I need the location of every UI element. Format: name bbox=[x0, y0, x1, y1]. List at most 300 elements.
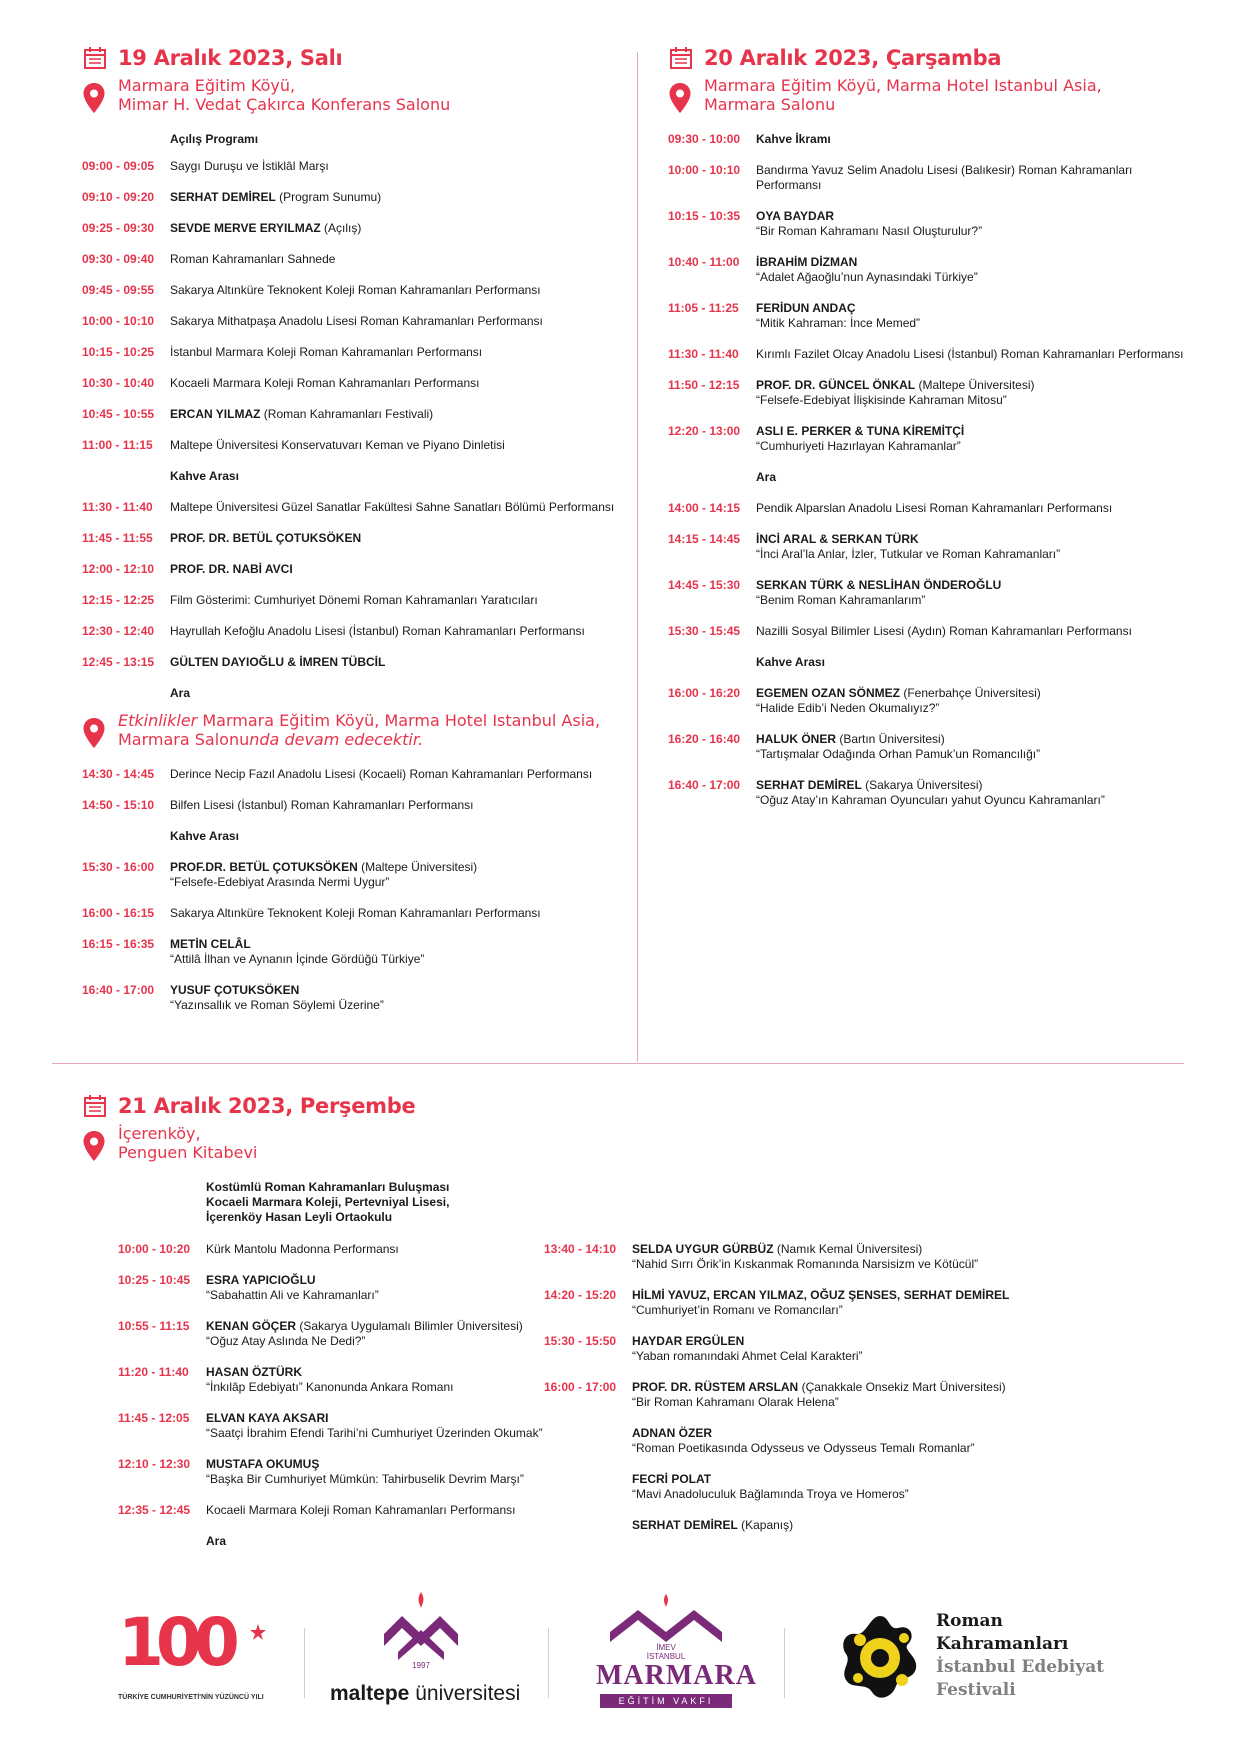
schedule-talk-title: “Nahid Sırrı Örik’in Kıskanmak Romanında Narsisizm ve Kötücül” bbox=[632, 1257, 979, 1271]
schedule-row bbox=[82, 376, 622, 391]
schedule-detail: (Bartın Üniversitesi) bbox=[836, 732, 945, 746]
schedule-row bbox=[544, 1472, 1104, 1502]
schedule-row bbox=[668, 578, 1188, 608]
day2-header bbox=[668, 44, 1188, 72]
schedule-talk-title: “Adalet Ağaoğlu’nun Aynasındaki Türkiye” bbox=[756, 270, 978, 284]
location2-italic1: Etkinlikler bbox=[118, 711, 203, 730]
schedule-speaker: SERHAT DEMİREL bbox=[632, 1518, 738, 1532]
day2-column bbox=[668, 44, 1188, 824]
schedule-time bbox=[544, 1426, 632, 1456]
schedule-row bbox=[118, 1273, 548, 1303]
marmara-wordmark: MARMARA bbox=[596, 1660, 757, 1691]
schedule-row bbox=[668, 624, 1188, 639]
schedule-content bbox=[170, 983, 622, 1013]
schedule-row bbox=[82, 562, 622, 577]
schedule-speaker: Ara bbox=[756, 470, 777, 484]
schedule-time: 14:20 - 15:20 bbox=[544, 1288, 617, 1302]
schedule-row bbox=[668, 686, 1188, 716]
schedule-time: 12:00 - 12:10 bbox=[82, 562, 155, 576]
calendar-icon bbox=[668, 46, 694, 70]
schedule-time bbox=[118, 1534, 206, 1549]
schedule-speaker: SERHAT DEMİREL bbox=[170, 190, 276, 204]
schedule-detail: Maltepe Üniversitesi Güzel Sanatlar Fakültesi Sahne Sanatları Bölümü Performansı bbox=[170, 500, 615, 514]
schedule-content bbox=[170, 283, 622, 298]
schedule-speaker: FECRİ POLAT bbox=[632, 1472, 712, 1486]
day3-schedule-right bbox=[544, 1242, 1104, 1533]
schedule-detail: Kocaeli Marmara Koleji Roman Kahramanları Performansı bbox=[170, 376, 480, 390]
schedule-speaker: SERHAT DEMİREL bbox=[756, 778, 862, 792]
festival-splash-icon bbox=[832, 1610, 928, 1706]
schedule-row bbox=[668, 347, 1188, 362]
schedule-row bbox=[82, 798, 622, 813]
schedule-row bbox=[668, 255, 1188, 285]
schedule-time: 09:10 - 09:20 bbox=[82, 190, 155, 204]
day1-schedule-afternoon bbox=[82, 767, 622, 1013]
schedule-detail: (Namık Kemal Üniversitesi) bbox=[773, 1242, 923, 1256]
schedule-row bbox=[82, 345, 622, 360]
schedule-content bbox=[170, 345, 622, 360]
schedule-time bbox=[82, 686, 170, 701]
day3-header-block bbox=[82, 1092, 682, 1225]
festival-line4: Festivali bbox=[936, 1680, 1016, 1700]
day3-intro-2: Kocaeli Marmara Koleji, Pertevniyal Lisesi, bbox=[206, 1195, 450, 1209]
opening-program-label: Açılış Programı bbox=[170, 132, 259, 146]
schedule-time: 09:25 - 09:30 bbox=[82, 221, 155, 235]
schedule-time: 12:35 - 12:45 bbox=[118, 1503, 191, 1517]
schedule-time: 14:30 - 14:45 bbox=[82, 767, 155, 781]
day2-schedule bbox=[668, 132, 1188, 808]
day1-location bbox=[82, 76, 622, 114]
schedule-content bbox=[170, 159, 622, 174]
schedule-row bbox=[118, 1411, 548, 1441]
schedule-speaker: MUSTAFA OKUMUŞ bbox=[206, 1457, 320, 1471]
schedule-content bbox=[170, 376, 622, 391]
schedule-detail: Saygı Duruşu ve İstiklâl Marşı bbox=[170, 159, 329, 173]
schedule-row bbox=[118, 1242, 548, 1257]
schedule-row bbox=[668, 378, 1188, 408]
schedule-time: 09:00 - 09:05 bbox=[82, 159, 155, 173]
schedule-row bbox=[118, 1534, 548, 1549]
schedule-content bbox=[756, 301, 1188, 331]
day1-column bbox=[82, 44, 622, 1029]
schedule-talk-title: “Oğuz Atay Aslında Ne Dedi?” bbox=[206, 1334, 366, 1348]
logo-maltepe bbox=[330, 1590, 530, 1720]
schedule-talk-title: “Saatçi İbrahim Efendi Tarihi’ni Cumhuriyet Üzerinden Okumak” bbox=[206, 1426, 543, 1440]
schedule-speaker: PROF. DR. NABİ AVCI bbox=[170, 562, 293, 576]
schedule-speaker: PROF. DR. BETÜL ÇOTUKSÖKEN bbox=[170, 531, 362, 545]
schedule-content bbox=[170, 531, 622, 546]
schedule-content bbox=[756, 347, 1188, 362]
schedule-time bbox=[668, 470, 756, 485]
schedule-speaker: HİLMİ YAVUZ, ERCAN YILMAZ, OĞUZ ŞENSES, SERHAT DEMİREL bbox=[632, 1288, 1010, 1302]
logo-100-text: 100 bbox=[118, 1604, 232, 1681]
schedule-content bbox=[170, 655, 622, 670]
maltepe-rest: üniversitesi bbox=[409, 1682, 521, 1705]
schedule-time: 10:00 - 10:20 bbox=[118, 1242, 191, 1256]
schedule-detail: Kırımlı Fazilet Olcay Anadolu Lisesi (İstanbul) Roman Kahramanları Performansı bbox=[756, 347, 1184, 361]
schedule-speaker: Kahve Arası bbox=[756, 655, 825, 669]
schedule-time: 09:45 - 09:55 bbox=[82, 283, 155, 297]
day2-location-line2: Marmara Salonu bbox=[704, 95, 836, 114]
schedule-row bbox=[668, 301, 1188, 331]
schedule-detail: (Program Sunumu) bbox=[275, 190, 382, 204]
schedule-time: 10:40 - 11:00 bbox=[668, 255, 740, 269]
schedule-talk-title: “Felsefe-Edebiyat İlişkisinde Kahraman Mitosu” bbox=[756, 393, 1007, 407]
schedule-talk-title: “Yaban romanındaki Ahmet Celal Karakteri” bbox=[632, 1349, 863, 1363]
schedule-time: 15:30 - 15:45 bbox=[668, 624, 741, 638]
day3-intro-3: İçerenköy Hasan Leyli Ortaokulu bbox=[206, 1210, 393, 1224]
schedule-detail: Sakarya Altınküre Teknokent Koleji Roman Kahramanları Performansı bbox=[170, 283, 541, 297]
schedule-detail: Roman Kahramanları Sahnede bbox=[170, 252, 336, 266]
schedule-talk-title: “Attilâ İlhan ve Aynanın İçinde Gördüğü Türkiye” bbox=[170, 952, 425, 966]
schedule-content bbox=[170, 221, 622, 236]
schedule-content bbox=[206, 1457, 548, 1487]
location2-italic2: nda devam edecektir. bbox=[249, 730, 424, 749]
schedule-content bbox=[206, 1411, 548, 1441]
schedule-time: 12:15 - 12:25 bbox=[82, 593, 155, 607]
schedule-talk-title: “Halide Edib’i Neden Okumalıyız?” bbox=[756, 701, 940, 715]
schedule-content bbox=[632, 1518, 1104, 1533]
schedule-row bbox=[82, 159, 622, 174]
day1-schedule bbox=[82, 159, 622, 701]
schedule-content bbox=[756, 624, 1188, 639]
schedule-time bbox=[544, 1518, 632, 1533]
schedule-content bbox=[170, 190, 622, 205]
schedule-time: 12:10 - 12:30 bbox=[118, 1457, 191, 1471]
schedule-time: 11:00 - 11:15 bbox=[82, 438, 153, 452]
schedule-time: 11:50 - 12:15 bbox=[668, 378, 740, 392]
schedule-row bbox=[82, 407, 622, 422]
marmara-istanbul: İSTANBUL bbox=[646, 1652, 686, 1661]
day3-right-column bbox=[544, 1242, 1104, 1549]
schedule-row bbox=[668, 209, 1188, 239]
day1-location-line2: Mimar H. Vedat Çakırca Konferans Salonu bbox=[118, 95, 451, 114]
schedule-time bbox=[668, 655, 756, 670]
schedule-time: 14:45 - 15:30 bbox=[668, 578, 741, 592]
schedule-detail: Kürk Mantolu Madonna Performansı bbox=[206, 1242, 399, 1256]
calendar-icon bbox=[82, 46, 108, 70]
schedule-detail: Derince Necip Fazıl Anadolu Lisesi (Kocaeli) Roman Kahramanları Performansı bbox=[170, 767, 593, 781]
schedule-time: 10:55 - 11:15 bbox=[118, 1319, 190, 1333]
schedule-talk-title: “Cumhuriyet’in Romanı ve Romancıları” bbox=[632, 1303, 843, 1317]
schedule-row bbox=[544, 1288, 1104, 1318]
schedule-speaker: EGEMEN OZAN SÖNMEZ bbox=[756, 686, 901, 700]
schedule-time: 16:20 - 16:40 bbox=[668, 732, 741, 746]
schedule-time: 11:20 - 11:40 bbox=[118, 1365, 189, 1379]
schedule-speaker: METİN CELÂL bbox=[170, 937, 251, 951]
crescent-star-icon bbox=[236, 1614, 270, 1648]
schedule-time: 14:00 - 14:15 bbox=[668, 501, 741, 515]
schedule-talk-title: “Bir Roman Kahramanı Olarak Helena” bbox=[632, 1395, 839, 1409]
schedule-detail: Sakarya Mithatpaşa Anadolu Lisesi Roman Kahramanları Performansı bbox=[170, 314, 543, 328]
schedule-content bbox=[206, 1503, 548, 1518]
schedule-content bbox=[170, 252, 622, 267]
schedule-talk-title: “Benim Roman Kahramanlarım” bbox=[756, 593, 926, 607]
schedule-speaker: Ara bbox=[206, 1534, 227, 1548]
marmara-egitim-vakfi: EĞİTİM VAKFI bbox=[600, 1694, 732, 1708]
schedule-talk-title: “Oğuz Atay’ın Kahraman Oyuncuları yahut Oyuncu Kahramanları” bbox=[756, 793, 1105, 807]
schedule-time: 10:25 - 10:45 bbox=[118, 1273, 191, 1287]
day3-left-column bbox=[118, 1242, 548, 1565]
location-pin-icon bbox=[82, 82, 106, 114]
schedule-content bbox=[632, 1288, 1104, 1318]
day2-date: 20 Aralık 2023, Çarşamba bbox=[704, 46, 1002, 70]
schedule-speaker: GÜLTEN DAYIOĞLU & İMREN TÜBCİL bbox=[170, 655, 386, 669]
schedule-content bbox=[170, 860, 622, 890]
schedule-talk-title: “Felsefe-Edebiyat Arasında Nermi Uygur” bbox=[170, 875, 390, 889]
schedule-talk-title: “Roman Poetikasında Odysseus ve Odysseus Temalı Romanlar” bbox=[632, 1441, 975, 1455]
logo-100-year bbox=[118, 1604, 278, 1718]
schedule-speaker: PROF. DR. RÜSTEM ARSLAN bbox=[632, 1380, 799, 1394]
schedule-row bbox=[82, 252, 622, 267]
schedule-speaker: ELVAN KAYA AKSARI bbox=[206, 1411, 329, 1425]
schedule-speaker: SERKAN TÜRK & NESLİHAN ÖNDEROĞLU bbox=[756, 578, 1002, 592]
schedule-detail: (Sakarya Üniversitesi) bbox=[861, 778, 983, 792]
maltepe-year: 1997 bbox=[412, 1661, 430, 1668]
schedule-row bbox=[82, 860, 622, 890]
schedule-time: 13:40 - 14:10 bbox=[544, 1242, 617, 1256]
schedule-row bbox=[82, 283, 622, 298]
schedule-detail: Maltepe Üniversitesi Konservatuvarı Keman ve Piyano Dinletisi bbox=[170, 438, 505, 452]
schedule-speaker: Ara bbox=[170, 686, 191, 700]
schedule-content bbox=[170, 593, 622, 608]
schedule-content bbox=[756, 655, 1188, 670]
schedule-row bbox=[544, 1380, 1104, 1410]
schedule-detail: Pendik Alparslan Anadolu Lisesi Roman Kahramanları Performansı bbox=[756, 501, 1113, 515]
schedule-speaker: KENAN GÖÇER bbox=[206, 1319, 297, 1333]
schedule-time: 10:30 - 10:40 bbox=[82, 376, 155, 390]
schedule-talk-title: “İnkılâp Edebiyatı” Kanonunda Ankara Romanı bbox=[206, 1380, 454, 1394]
schedule-detail: (Çanakkale Onsekiz Mart Üniversitesi) bbox=[798, 1380, 1006, 1394]
schedule-content bbox=[632, 1426, 1104, 1456]
schedule-detail: Sakarya Altınküre Teknokent Koleji Roman Kahramanları Performansı bbox=[170, 906, 541, 920]
schedule-time: 11:30 - 11:40 bbox=[668, 347, 739, 361]
section-divider bbox=[52, 1063, 1184, 1064]
day3-intro-1: Kostümlü Roman Kahramanları Buluşması bbox=[206, 1180, 450, 1194]
day1-location-line1: Marmara Eğitim Köyü, bbox=[118, 76, 296, 95]
schedule-content bbox=[756, 378, 1188, 408]
day3-location-line2: Penguen Kitabevi bbox=[118, 1143, 258, 1162]
schedule-speaker: PROF. DR. GÜNCEL ÖNKAL bbox=[756, 378, 916, 392]
schedule-speaker: ERCAN YILMAZ bbox=[170, 407, 261, 421]
schedule-time: 14:15 - 14:45 bbox=[668, 532, 741, 546]
logo-roman-kahramanlari-festivali bbox=[832, 1610, 1152, 1720]
logo-marmara-egitim-vakfi bbox=[596, 1592, 757, 1722]
schedule-content bbox=[206, 1365, 548, 1395]
schedule-speaker: Kahve Arası bbox=[170, 469, 239, 483]
schedule-row bbox=[82, 438, 622, 453]
schedule-row bbox=[82, 655, 622, 670]
schedule-content bbox=[632, 1242, 1104, 1272]
schedule-row bbox=[82, 906, 622, 921]
schedule-talk-title: “Bir Roman Kahramanı Nasıl Oluşturulur?” bbox=[756, 224, 983, 238]
schedule-row bbox=[82, 469, 622, 484]
schedule-content bbox=[756, 578, 1188, 608]
schedule-time: 10:45 - 10:55 bbox=[82, 407, 155, 421]
schedule-content bbox=[170, 906, 622, 921]
maltepe-bold: maltepe bbox=[330, 1682, 410, 1705]
schedule-time: 11:45 - 12:05 bbox=[118, 1411, 190, 1425]
schedule-content bbox=[206, 1534, 548, 1549]
schedule-detail: (Açılış) bbox=[320, 221, 362, 235]
column-divider bbox=[637, 52, 638, 1062]
schedule-time: 11:45 - 11:55 bbox=[82, 531, 153, 545]
schedule-content bbox=[756, 501, 1188, 516]
location-pin-icon bbox=[82, 1130, 106, 1162]
schedule-row bbox=[118, 1457, 548, 1487]
festival-line1: Roman bbox=[936, 1611, 1003, 1631]
schedule-content bbox=[756, 686, 1188, 716]
schedule-content bbox=[170, 500, 622, 515]
schedule-time: 12:20 - 13:00 bbox=[668, 424, 741, 438]
schedule-talk-title: “Tartışmalar Odağında Orhan Pamuk’un Romancılığı” bbox=[756, 747, 1041, 761]
logo-100-caption: TÜRKİYE CUMHURİYETİ'NİN YÜZÜNCÜ YILI bbox=[118, 1694, 264, 1701]
schedule-row bbox=[82, 500, 622, 515]
schedule-row bbox=[82, 531, 622, 546]
schedule-speaker: PROF.DR. BETÜL ÇOTUKSÖKEN bbox=[170, 860, 358, 874]
marmara-imev: İMEV bbox=[656, 1643, 676, 1652]
schedule-time: 15:30 - 16:00 bbox=[82, 860, 155, 874]
schedule-content bbox=[756, 732, 1188, 762]
schedule-speaker: HAYDAR ERGÜLEN bbox=[632, 1334, 745, 1348]
schedule-speaker: HALUK ÖNER bbox=[756, 732, 836, 746]
calendar-icon bbox=[82, 1094, 108, 1118]
schedule-speaker: YUSUF ÇOTUKSÖKEN bbox=[170, 983, 300, 997]
schedule-content bbox=[206, 1273, 548, 1303]
schedule-detail: (Maltepe Üniversitesi) bbox=[915, 378, 1035, 392]
location-pin-icon bbox=[82, 717, 106, 749]
schedule-row bbox=[82, 314, 622, 329]
location2-main2: Marmara Salonu bbox=[118, 730, 250, 749]
schedule-time: 12:30 - 12:40 bbox=[82, 624, 155, 638]
day1-date: 19 Aralık 2023, Salı bbox=[118, 46, 343, 70]
schedule-content bbox=[170, 767, 622, 782]
location-pin-icon bbox=[668, 82, 692, 114]
schedule-content bbox=[756, 532, 1188, 562]
schedule-detail: Kocaeli Marmara Koleji Roman Kahramanları Performansı bbox=[206, 1503, 516, 1517]
schedule-content bbox=[756, 778, 1188, 808]
schedule-content bbox=[170, 407, 622, 422]
schedule-talk-title: “Başka Bir Cumhuriyet Mümkün: Tahirbuselik Devrim Marşı” bbox=[206, 1472, 524, 1486]
schedule-detail: Bilfen Lisesi (İstanbul) Roman Kahramanları Performansı bbox=[170, 798, 474, 812]
schedule-row bbox=[82, 221, 622, 236]
schedule-row bbox=[82, 593, 622, 608]
schedule-row bbox=[544, 1426, 1104, 1456]
footer-separator bbox=[304, 1628, 305, 1698]
schedule-speaker: SELDA UYGUR GÜRBÜZ bbox=[632, 1242, 774, 1256]
schedule-row bbox=[668, 532, 1188, 562]
schedule-time bbox=[82, 469, 170, 484]
schedule-time: 11:30 - 11:40 bbox=[82, 500, 153, 514]
schedule-time: 10:00 - 10:10 bbox=[82, 314, 155, 328]
schedule-speaker: ADNAN ÖZER bbox=[632, 1426, 712, 1440]
schedule-row bbox=[82, 190, 622, 205]
schedule-detail: Nazilli Sosyal Bilimler Lisesi (Aydın) Roman Kahramanları Performansı bbox=[756, 624, 1132, 638]
maltepe-emblem-icon bbox=[378, 1590, 464, 1668]
schedule-row bbox=[82, 686, 622, 701]
schedule-content bbox=[756, 424, 1188, 454]
schedule-row bbox=[544, 1334, 1104, 1364]
schedule-row bbox=[668, 163, 1188, 193]
schedule-detail: Bandırma Yavuz Selim Anadolu Lisesi (Balıkesir) Roman Kahramanları Performansı bbox=[756, 163, 1133, 192]
festival-line3: İstanbul Edebiyat bbox=[936, 1657, 1105, 1677]
schedule-detail: Hayrullah Kefoğlu Anadolu Lisesi (İstanbul) Roman Kahramanları Performansı bbox=[170, 624, 585, 638]
schedule-detail: İstanbul Marmara Koleji Roman Kahramanları Performansı bbox=[170, 345, 483, 359]
marmara-emblem-icon bbox=[608, 1592, 724, 1654]
schedule-content bbox=[170, 798, 622, 813]
schedule-talk-title: “Cumhuriyeti Hazırlayan Kahramanlar” bbox=[756, 439, 961, 453]
schedule-content bbox=[632, 1472, 1104, 1502]
location2-main1: Marmara Eğitim Köyü, Marma Hotel Istanbul Asia, bbox=[202, 711, 601, 730]
schedule-content bbox=[170, 937, 622, 967]
schedule-time: 16:00 - 17:00 bbox=[544, 1380, 617, 1394]
schedule-time: 16:40 - 17:00 bbox=[82, 983, 155, 997]
schedule-content bbox=[632, 1334, 1104, 1364]
schedule-content bbox=[206, 1242, 548, 1257]
schedule-row bbox=[82, 983, 622, 1013]
schedule-time: 11:05 - 11:25 bbox=[668, 301, 739, 315]
day1-header bbox=[82, 44, 622, 72]
day3-intro bbox=[82, 1180, 682, 1225]
schedule-detail: Film Gösterimi: Cumhuriyet Dönemi Roman Kahramanları Yaratıcıları bbox=[170, 593, 538, 607]
day1-location2 bbox=[82, 711, 622, 749]
schedule-detail: (Fenerbahçe Üniversitesi) bbox=[900, 686, 1041, 700]
schedule-time bbox=[82, 829, 170, 844]
schedule-detail: (Maltepe Üniversitesi) bbox=[357, 860, 478, 874]
schedule-content bbox=[170, 562, 622, 577]
footer-logos bbox=[0, 1580, 1241, 1720]
schedule-time: 16:00 - 16:20 bbox=[668, 686, 741, 700]
schedule-row bbox=[668, 132, 1188, 147]
schedule-time bbox=[544, 1472, 632, 1502]
schedule-time: 12:45 - 13:15 bbox=[82, 655, 155, 669]
schedule-content bbox=[756, 209, 1188, 239]
schedule-speaker: İBRAHİM DİZMAN bbox=[756, 255, 858, 269]
schedule-speaker: SEVDE MERVE ERYILMAZ bbox=[170, 221, 321, 235]
day3-location-line1: İçerenköy, bbox=[118, 1124, 201, 1143]
schedule-speaker: OYA BAYDAR bbox=[756, 209, 835, 223]
schedule-talk-title: “Yazınsallık ve Roman Söylemi Üzerine” bbox=[170, 998, 384, 1012]
schedule-talk-title: “Mitik Kahraman: İnce Memed” bbox=[756, 316, 921, 330]
schedule-detail: (Kapanış) bbox=[737, 1518, 794, 1532]
schedule-content bbox=[170, 829, 622, 844]
schedule-time: 10:15 - 10:35 bbox=[668, 209, 741, 223]
day3-header bbox=[82, 1092, 682, 1120]
schedule-row bbox=[544, 1242, 1104, 1272]
footer-separator bbox=[548, 1628, 549, 1698]
schedule-speaker: FERİDUN ANDAÇ bbox=[756, 301, 856, 315]
schedule-talk-title: “İnci Aral’la Anlar, İzler, Tutkular ve Roman Kahramanları” bbox=[756, 547, 1061, 561]
festival-line2: Kahramanları bbox=[936, 1634, 1069, 1654]
schedule-detail: (Sakarya Uygulamalı Bilimler Üniversitesi) bbox=[296, 1319, 523, 1333]
schedule-row bbox=[82, 624, 622, 639]
schedule-time: 16:00 - 16:15 bbox=[82, 906, 155, 920]
schedule-speaker: HASAN ÖZTÜRK bbox=[206, 1365, 302, 1379]
schedule-time: 15:30 - 15:50 bbox=[544, 1334, 617, 1348]
schedule-row bbox=[118, 1365, 548, 1395]
schedule-content bbox=[170, 438, 622, 453]
schedule-content bbox=[756, 255, 1188, 285]
schedule-time: 14:50 - 15:10 bbox=[82, 798, 155, 812]
schedule-row bbox=[668, 778, 1188, 808]
schedule-content bbox=[170, 686, 622, 701]
schedule-content bbox=[756, 132, 1188, 147]
schedule-row bbox=[82, 829, 622, 844]
schedule-row bbox=[668, 501, 1188, 516]
schedule-time: 16:15 - 16:35 bbox=[82, 937, 155, 951]
schedule-content bbox=[756, 470, 1188, 485]
day3-date: 21 Aralık 2023, Perşembe bbox=[118, 1094, 416, 1118]
